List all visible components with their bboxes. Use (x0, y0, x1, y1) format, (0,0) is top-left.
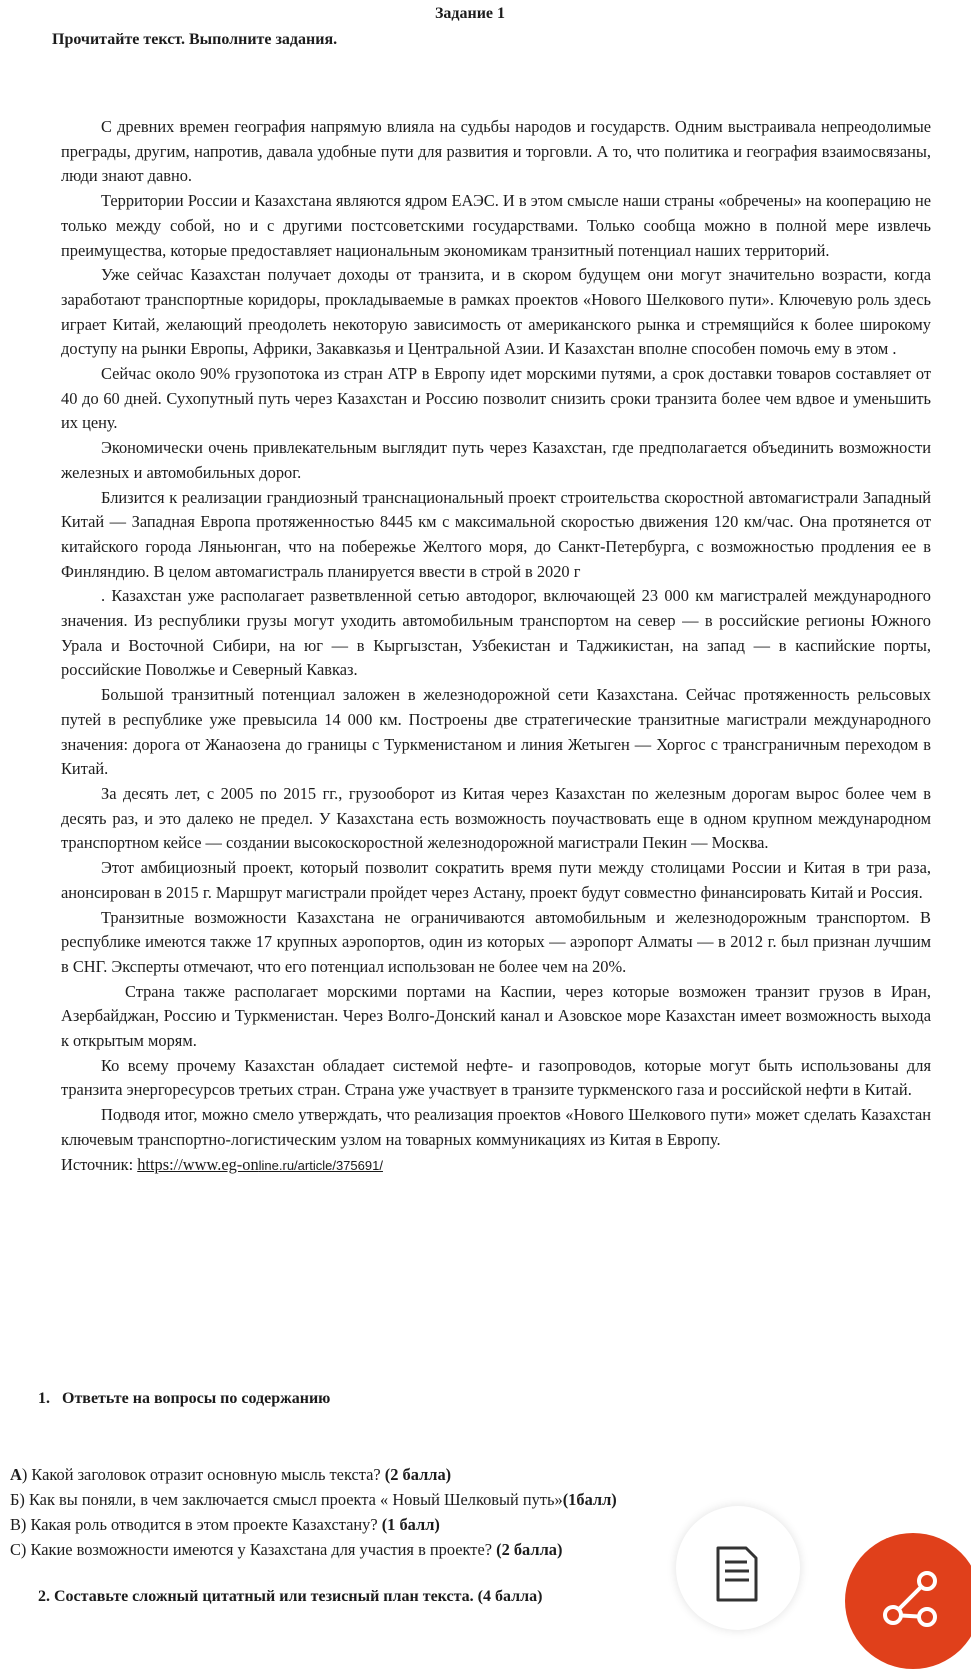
source-link-rest: line.ru/article/375691/ (258, 1157, 383, 1173)
document-button[interactable] (676, 1506, 800, 1630)
section-2-heading: 2. Составьте сложный цитатный или тезисный план текста. (4 балла) (38, 1588, 543, 1605)
section-1-heading (38, 1390, 330, 1408)
source-link-main: https://www.eg-on (137, 1154, 259, 1174)
article-paragraph: Подводя итог, можно смело утверждать, что реализация проектов «Нового Шелкового пути» может сделать Казахстан ключевым транспортно-логистическим узлом на товарных коммуникациях из Китая в Европу. (61, 1105, 931, 1149)
question-text: ) Какой заголовок отразит основную мысль текста? (21, 1465, 385, 1484)
question-points: (2 балла) (496, 1540, 563, 1559)
question-text: В) Какая роль отводится в этом проекте Казахстану? (10, 1515, 382, 1534)
article-paragraph: Этот амбициозный проект, который позволит сократить время пути между столицами России и Китая в три раза, анонсирован в 2015 г. Маршрут магистрали пройдет через Астану, проект будут совместно финансировать Китай и Россия. (61, 858, 931, 902)
article-paragraph: Большой транзитный потенциал заложен в железнодорожной сети Казахстана. Сейчас протяженность рельсовых путей в республике уже превысила 14 000 км. Построены две стратегические транзитные магистрали международного значения: дорога от Жанаозена до границы с Туркменистаном и линия Жетыген — Хоргос с трансграничным переходом в Китай. (61, 685, 931, 779)
page-title: Задание 1 (434, 5, 506, 22)
question-a (10, 1462, 770, 1487)
instruction: Прочитайте текст. Выполните задания. (52, 31, 338, 48)
question-points: (2 балла) (384, 1465, 452, 1484)
article-text (61, 115, 931, 1178)
document-icon (714, 1546, 760, 1602)
source-label: Источник: (61, 1154, 138, 1174)
article-paragraph: Близится к реализации грандиозный транснациональный проект строительства скоростной автомагистрали Западный Китай — Западная Европа протяженностью 8445 км с максимальной скоростью движения 120 км/час. Она протянется от китайского города Ляньюнган, что на побережье Желтого моря, до Санкт-Петербурга, с возможностью продления ее в Финляндию. В целом автомагистраль планируется ввести в строй в 2020 г (61, 487, 931, 581)
question-points: (1балл) (562, 1490, 617, 1509)
question-v (10, 1512, 770, 1537)
share-icon (879, 1567, 943, 1631)
article-paragraph: Экономически очень привлекательным выглядит путь через Казахстан, где предполагается объединить возможности железных и автомобильных дорог. (61, 438, 931, 482)
section-title: Ответьте на вопросы по содержанию (62, 1390, 331, 1407)
article-paragraph: Ко всему прочему Казахстан обладает системой нефте- и газопроводов, которые могут быть использованы для транзита энергоресурсов третьих стран. Страна уже участвует в транзите туркменского газа и российской нефти в Китай. (61, 1055, 931, 1100)
article-paragraph: Территории России и Казахстана являются ядром ЕАЭС. И в этом смысле наши страны «обречены» на кооперацию не только между собой, но и с другими постсоветскими государствами. Только сообща можно в полной мере извлечь преимущества, которые предоставляет национальным экономикам транзитный потенциал наших территорий. (61, 191, 931, 260)
question-s (10, 1537, 770, 1562)
source-link[interactable] (137, 1155, 383, 1174)
section-number: 1. (38, 1390, 50, 1407)
question-text: Б) Как вы поняли, в чем заключается смысл проекта « Новый Шелковый путь» (10, 1490, 563, 1509)
article-paragraph: С древних времен география напрямую влияла на судьбы народов и государств. Одним выстраивала непреодолимые преграды, другим, напротив, давала удобные пути для развития и торговли. А то, что политика и география взаимосвязаны, люди знают давно. (61, 117, 931, 186)
article-paragraph: Уже сейчас Казахстан получает доходы от транзита, и в скором будущем они могут значительно возрасти, когда заработают транспортные коридоры, прокладываемые в рамках проектов «Нового Шелкового пути». Ключевую роль здесь играет Китай, желающий преодолеть некоторую зависимость от американского рынка и стремящийся к более широкому доступу на рынки Европы, Африки, Закавказья и Центральной Азии. И Казахстан вполне способен помочь ему в этом . (61, 265, 931, 359)
article-paragraph: Сейчас около 90% грузопотока из стран АТР в Европу идет морскими путями, а срок доставки товаров составляет от 40 до 60 дней. Сухопутный путь через Казахстан и Россию позволит снизить сроки транзита более чем вдвое и уменьшить их цену. (61, 364, 931, 433)
article-paragraph: . Казахстан уже располагает разветвленной сетью автодорог, включающей 23 000 км магистралей международного значения. Из республики грузы могут уходить автомобильным транспортом на север — в российские регионы Южного Урала и Восточной Сибири, на юг — в Кыргызстан, Узбекистан и Таджикистан, на запад — в каспийские порты, российские Поволжье и Северный Кавказ. (61, 586, 931, 680)
article-paragraph: Транзитные возможности Казахстана не ограничиваются автомобильным и железнодорожным транспортом. В республике имеются также 17 крупных аэропортов, один из которых — аэропорт Алматы — в 2012 г. был признан лучшим в СНГ. Эксперты отмечают, что его потенциал использован не более чем на 20%. (61, 907, 931, 976)
questions-list (10, 1462, 770, 1562)
share-button[interactable] (845, 1533, 971, 1669)
question-points: (1 балл) (381, 1515, 440, 1534)
article-paragraph: За десять лет, с 2005 по 2015 гг., грузооборот из Китая через Казахстан по железным дорогам вырос более чем в десять раз, и это далеко не предел. У Казахстана есть возможность поучаствовать еще в одном крупном международном транспортном кейсе — создании высокоскоростной железнодорожной магистрали Пекин — Москва. (61, 783, 931, 853)
article-paragraph: Страна также располагает морскими портами на Каспии, через которые возможен транзит грузов в Иран, Азербайджан, Россию и Туркменистан. Через Волго-Донский канал и Азовское море Казахстан имеет возможность выхода к открытым морям. (61, 981, 931, 1051)
question-prefix: А (10, 1465, 22, 1484)
question-text: С) Какие возможности имеются у Казахстана для участия в проекте? (10, 1540, 497, 1559)
question-b (10, 1487, 770, 1512)
source-line (61, 1153, 931, 1179)
